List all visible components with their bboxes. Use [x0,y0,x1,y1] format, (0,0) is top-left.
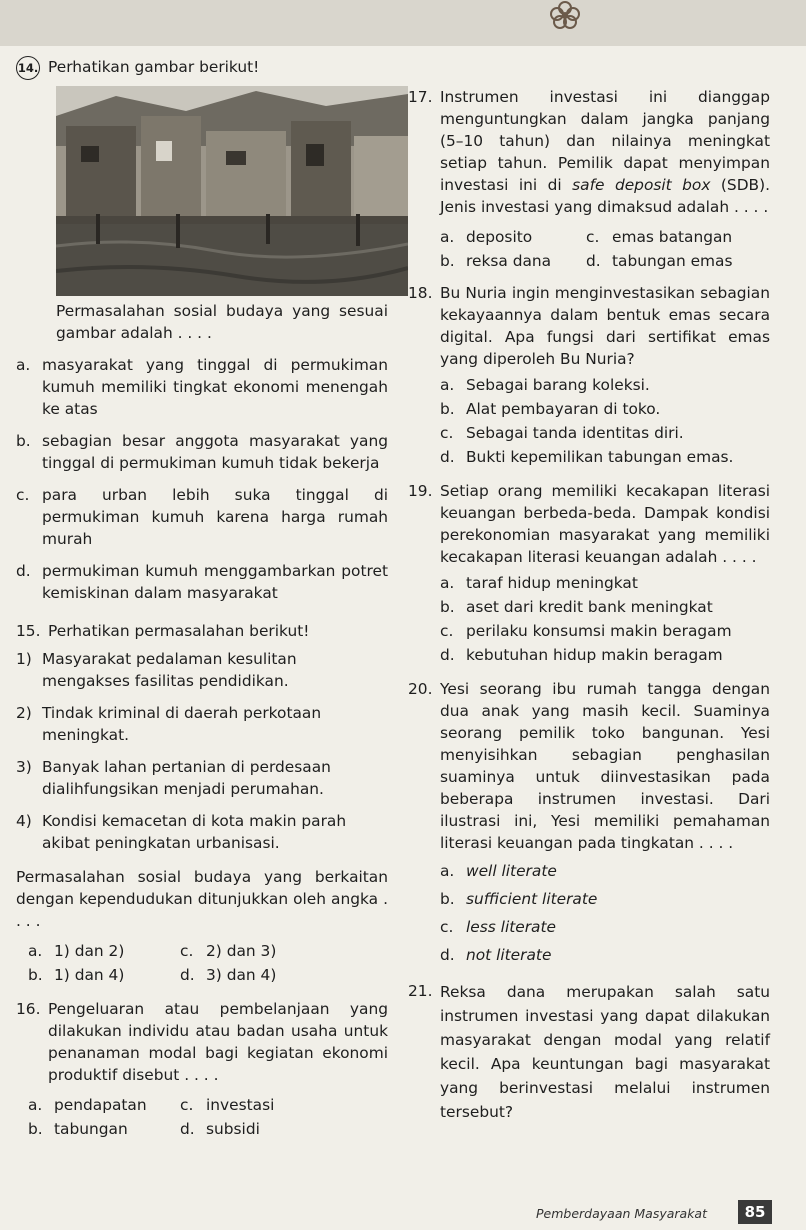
option-letter: a. [440,376,455,394]
option-letter: a. [440,228,455,246]
q15-options [28,940,388,986]
flower-decoration-icon [540,0,590,30]
question-stem: Reksa dana merupakan salah satu instrumen investasi yang dapat dilakukan masyarakat dengan modal yang relatif kecil. Apa keuntungan bagi masyarakat yang berinvestasi melalui instrumen tersebut? [440,983,770,1121]
question-20 [408,678,770,854]
option-a[interactable] [440,374,770,396]
statement-number: 4) [16,812,32,830]
option-letter: b. [440,890,455,908]
option-b[interactable] [440,888,770,910]
option-letter: d. [440,646,455,664]
question-number: 15. [16,622,41,640]
question-21 [408,980,770,1124]
question-number: 18. [408,284,433,302]
option-letter: b. [16,432,31,450]
option-b[interactable] [440,398,770,420]
option-text: 3) dan 4) [206,966,277,984]
option-d[interactable] [586,250,770,272]
option-b[interactable] [28,1118,180,1140]
statement-number: 1) [16,650,32,668]
option-c[interactable] [180,1094,388,1116]
option-letter: a. [28,942,43,960]
option-letter: c. [180,942,194,960]
option-text: pendapatan [54,1096,147,1114]
q18-options [440,374,770,468]
option-text: aset dari kredit bank meningkat [466,598,713,616]
q19-options [440,572,770,666]
footer-chapter-title: Pemberdayaan Masyarakat [536,1206,707,1221]
statement-text: Banyak lahan pertanian di perdesaan dialihfungsikan menjadi perumahan. [42,758,331,798]
option-letter: b. [440,252,455,270]
option-text: kebutuhan hidup makin beragam [466,646,723,664]
left-column [16,56,388,1140]
q17-options [440,226,770,272]
statement-3 [16,756,388,800]
option-text: 2) dan 3) [206,942,277,960]
question-number: 14. [16,56,40,80]
option-text: Sebagai barang koleksi. [466,376,650,394]
question-19 [408,480,770,568]
option-d[interactable] [440,944,770,966]
option-text: less literate [466,918,556,936]
question-stem: Pengeluaran atau pembelanjaan yang dilakukan individu atau badan usaha untuk penanaman modal bagi kegiatan ekonomi produktif disebut . . . . [48,1000,388,1084]
option-text: permukiman kumuh menggambarkan potret kemiskinan dalam masyarakat [42,562,388,602]
option-letter: a. [16,356,31,374]
question-stem: Yesi seorang ibu rumah tangga dengan dua anak yang masih kecil. Suaminya seorang pemilik toko bangunan. Yesi menyisihkan sebagian penghasilan suaminya untuk diinvestasikan pada beberapa instrumen investasi. Dari ilustrasi ini, Yesi memiliki pemahaman literasi keuangan pada tingkatan . . . . [440,680,770,852]
option-c[interactable] [440,620,770,642]
statement-number: 2) [16,704,32,722]
question-stem: Bu Nuria ingin menginvestasikan sebagian kekayaannya dalam bentuk emas secara digital. Apa fungsi dari sertifikat emas yang diperoleh Bu Nuria? [440,284,770,368]
option-d[interactable] [16,560,388,604]
stem-italic: safe deposit box [572,176,711,194]
option-text: emas batangan [612,228,733,246]
option-text: sufficient literate [466,890,598,908]
statement-number: 3) [16,758,32,776]
option-d[interactable] [440,644,770,666]
slum-photo-illustration [56,86,408,296]
option-letter: d. [440,448,455,466]
option-letter: c. [440,622,454,640]
option-a[interactable] [440,226,586,248]
option-c[interactable] [440,916,770,938]
q20-options [440,860,770,966]
option-letter: d. [180,1120,195,1138]
option-letter: d. [180,966,195,984]
option-a[interactable] [440,572,770,594]
option-text: 1) dan 4) [54,966,125,984]
option-a[interactable] [440,860,770,882]
stem-part: Instrumen investasi ini dianggap menguntungkan dalam jangka panjang (5–10 tahun) dan nilainya meningkat setiap tahun. Pemilik dapat menyimpan investasi ini di [440,88,770,194]
option-text: 1) dan 2) [54,942,125,960]
option-letter: c. [586,228,600,246]
question-number: 16. [16,1000,41,1018]
option-letter: d. [16,562,31,580]
question-number: 20. [408,680,433,698]
question-stem: Permasalahan sosial budaya yang sesuai gambar adalah . . . . [56,302,388,342]
right-column [408,86,770,1124]
statement-text: Kondisi kemacetan di kota makin parah akibat peningkatan urbanisasi. [42,812,347,852]
option-letter: b. [28,1120,43,1138]
question-number: 19. [408,482,433,500]
option-letter: c. [440,424,454,442]
q15-statements [16,648,388,854]
stem-part: (SDB). Jenis investasi yang dimaksud adalah . . . . [440,176,770,216]
q14-options [16,354,388,604]
question-stem: Setiap orang memiliki kecakapan literasi keuangan berbeda-beda. Dampak kondisi perekonomian masyarakat yang memiliki kecakapan literasi keuangan adalah . . . . [440,482,770,566]
question-14 [16,56,388,80]
option-b[interactable] [440,250,586,272]
option-letter: b. [440,598,455,616]
option-c[interactable] [586,226,770,248]
question-prompt: Perhatikan gambar berikut! [48,58,260,76]
option-b[interactable] [16,430,388,474]
option-b[interactable] [440,596,770,618]
statement-4 [16,810,388,854]
option-text: reksa dana [466,252,552,270]
option-letter: d. [440,946,455,964]
option-letter: d. [586,252,601,270]
option-text: Bukti kepemilikan tabungan emas. [466,448,734,466]
option-text: Alat pembayaran di toko. [466,400,661,418]
option-c[interactable] [440,422,770,444]
option-letter: b. [440,400,455,418]
option-letter: a. [28,1096,43,1114]
question-number: 21. [408,982,433,1000]
option-text: tabungan [54,1120,128,1138]
question-16 [16,998,388,1086]
option-d[interactable] [180,964,388,986]
statement-text: Tindak kriminal di daerah perkotaan meningkat. [42,704,322,744]
question-15 [16,620,388,642]
option-text: para urban lebih suka tinggal di permukiman kumuh karena harga rumah murah [42,486,388,548]
option-text: Sebagai tanda identitas diri. [466,424,684,442]
statement-2 [16,702,388,746]
option-a[interactable] [28,1094,180,1116]
option-text: perilaku konsumsi makin beragam [466,622,732,640]
option-b[interactable] [28,964,180,986]
option-text: subsidi [206,1120,260,1138]
option-text: taraf hidup meningkat [466,574,638,592]
option-c[interactable] [180,940,388,962]
option-text: masyarakat yang tinggal di permukiman kumuh memiliki tingkat ekonomi menengah ke atas [42,356,388,418]
option-text: sebagian besar anggota masyarakat yang tinggal di permukiman kumuh tidak bekerja [42,432,388,472]
option-d[interactable] [440,446,770,468]
option-text: not literate [466,946,552,964]
option-text: well literate [466,862,557,880]
option-letter: c. [16,486,30,504]
question-stem: Permasalahan sosial budaya yang berkaitan dengan kependudukan ditunjukkan oleh angka . . . . [16,868,388,930]
option-letter: a. [440,862,455,880]
option-letter: a. [440,574,455,592]
top-band [0,0,806,46]
question-number: 17. [408,88,433,106]
statement-1 [16,648,388,692]
question-prompt: Perhatikan permasalahan berikut! [48,622,310,640]
statement-text: Masyarakat pedalaman kesulitan mengakses fasilitas pendidikan. [42,650,297,690]
option-d[interactable] [180,1118,388,1140]
option-a[interactable] [16,354,388,420]
slum-photo [56,86,408,296]
option-text: deposito [466,228,533,246]
q16-options [28,1094,388,1140]
question-stem [440,86,770,218]
page-number: 85 [738,1200,772,1224]
option-letter: b. [28,966,43,984]
option-a[interactable] [28,940,180,962]
option-text: investasi [206,1096,275,1114]
option-letter: c. [440,918,454,936]
question-18 [408,282,770,370]
option-text: tabungan emas [612,252,733,270]
option-c[interactable] [16,484,388,550]
option-letter: c. [180,1096,194,1114]
question-17 [408,86,770,218]
